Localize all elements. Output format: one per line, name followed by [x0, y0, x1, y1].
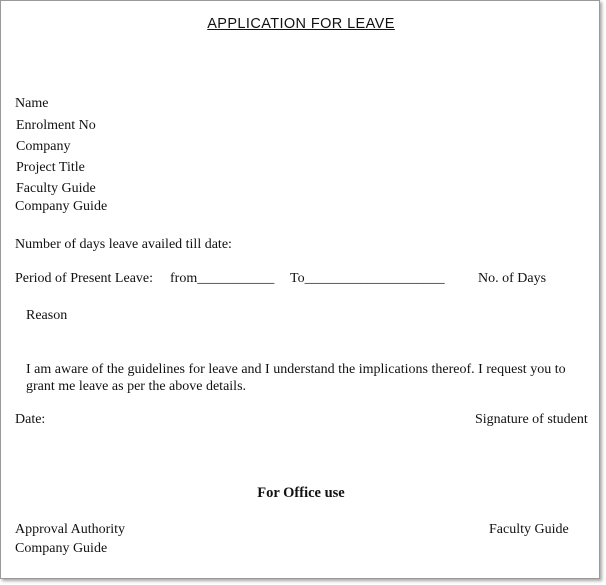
days-availed-label: Number of days leave availed till date:	[15, 237, 232, 252]
company-label: Company	[16, 139, 71, 154]
form-title: APPLICATION FOR LEAVE	[207, 16, 395, 32]
no-of-days-label: No. of Days	[478, 271, 547, 286]
reason-label: Reason	[26, 308, 68, 323]
name-label: Name	[15, 96, 49, 111]
period-from-field: from___________	[170, 271, 275, 286]
office-company-guide-label: Company Guide	[15, 541, 108, 556]
enrolment-label: Enrolment No	[16, 118, 96, 133]
declaration-text: I am aware of the guidelines for leave and I understand the implications thereof. I request you to grant me leave as per the above details.	[26, 362, 566, 394]
period-to-field: To____________________	[290, 271, 445, 286]
approval-authority-label: Approval Authority	[15, 522, 126, 537]
signature-label: Signature of student	[475, 412, 588, 427]
office-faculty-guide-label: Faculty Guide	[489, 522, 569, 537]
project-title-label: Project Title	[16, 160, 85, 175]
faculty-guide-label: Faculty Guide	[16, 181, 96, 196]
period-label: Period of Present Leave:	[15, 271, 154, 286]
company-guide-label: Company Guide	[15, 199, 108, 214]
office-use-heading: For Office use	[257, 485, 345, 501]
date-label: Date:	[15, 412, 46, 427]
